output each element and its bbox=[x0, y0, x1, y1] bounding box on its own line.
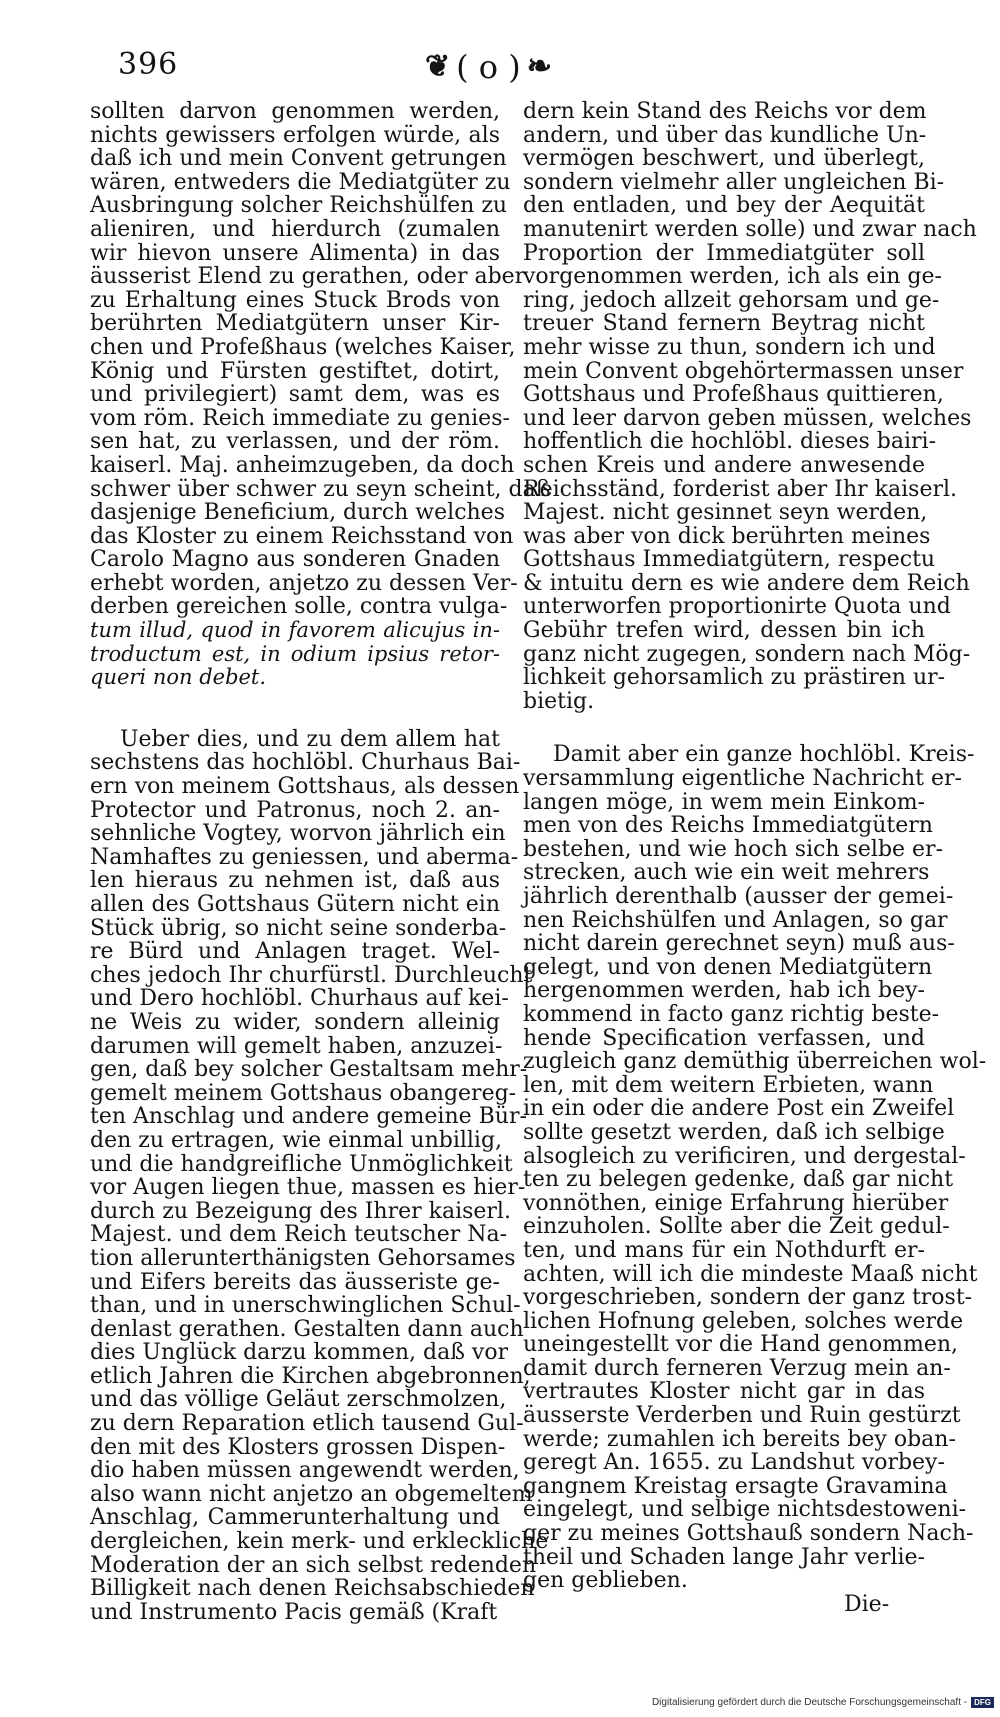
text-line: also wann nicht anjetzo an obgemeltem bbox=[90, 1481, 533, 1507]
text-line: alieniren, und hierdurch (zumalen bbox=[90, 216, 500, 242]
text-line: hende Specification verfassen, und bbox=[523, 1025, 925, 1051]
text-line: len, mit dem weitern Erbieten, wann bbox=[523, 1072, 934, 1098]
text-line: Ausbringung solcher Reichshülfen zu bbox=[90, 193, 508, 219]
text-line: kaiserl. Maj. anheimzugeben, da doch bbox=[90, 452, 515, 478]
footer-text: Digitalisierung gefördert durch die Deutsche Forschungsgemeinschaft - bbox=[651, 1697, 968, 1708]
text-line: andern, und über das kundliche Un- bbox=[523, 122, 927, 148]
text-line: in ein oder die andere Post ein Zweifel bbox=[523, 1096, 955, 1122]
text-line: damit durch ferneren Verzug mein an- bbox=[523, 1355, 951, 1381]
text-line: gen geblieben. bbox=[523, 1568, 688, 1594]
text-line: Anschlag, Cammerunterhaltung und bbox=[90, 1505, 500, 1531]
text-line: erhebt worden, anjetzo zu dessen Ver- bbox=[90, 570, 518, 596]
text-line: lichen Hofnung geleben, solches werde bbox=[523, 1308, 964, 1334]
text-line: ches jedoch Ihr churfürstl. Durchleucht bbox=[90, 962, 533, 988]
text-line: allen des Gottshaus Gütern nicht ein bbox=[90, 892, 500, 917]
text-line: Gottshaus Immediatgütern, respectu bbox=[523, 547, 936, 573]
text-line: Namhaftes zu geniessen, und aberma- bbox=[90, 844, 519, 870]
text-line: schen Kreis und andere anwesende bbox=[523, 452, 925, 478]
text-line: gen, daß bey solcher Gestaltsam mehr- bbox=[90, 1057, 528, 1083]
text-line: gelegt, und von denen Mediatgütern bbox=[523, 954, 933, 980]
text-line: schwer über schwer zu seyn scheint, daß bbox=[90, 476, 551, 502]
text-line: jährlich derenthalb (ausser der gemei- bbox=[523, 884, 954, 909]
text-line: und die handgreifliche Unmöglichkeit bbox=[90, 1151, 513, 1177]
ornament-text: ( o ) bbox=[456, 48, 521, 86]
text-line: vonnöthen, einige Erfahrung hierüber bbox=[523, 1190, 949, 1216]
text-line: mehr wisse zu thun, sondern ich und bbox=[523, 334, 936, 360]
text-line: treuer Stand fernern Beytrag nicht bbox=[523, 311, 925, 337]
text-line: daß ich und mein Convent getrungen bbox=[90, 146, 507, 172]
text-line: sollte gesetzt werden, daß ich selbige bbox=[523, 1119, 945, 1145]
text-line: wir hievon unsere Alimenta) in das bbox=[90, 240, 500, 266]
text-line: nen Reichshülfen und Anlagen, so gar bbox=[523, 907, 948, 933]
text-line: darumen will gemelt haben, anzuzei- bbox=[90, 1033, 503, 1059]
text-line: vermögen beschwert, und überlegt, bbox=[523, 146, 925, 172]
text-line: ten, und mans für ein Nothdurft er- bbox=[523, 1237, 925, 1263]
text-line: Majest. und dem Reich teutscher Na- bbox=[90, 1222, 508, 1248]
digitization-footer bbox=[652, 1697, 994, 1708]
header-ornament bbox=[425, 48, 552, 86]
right-paragraph-1 bbox=[523, 99, 977, 714]
text-line: und Dero hochlöbl. Churhaus auf kei- bbox=[90, 986, 509, 1012]
text-line: das Kloster zu einem Reichsstand von bbox=[90, 523, 514, 549]
text-line: Moderation der an sich selbst redenden bbox=[90, 1552, 537, 1578]
text-line: durch zu Bezeigung des Ihrer kaiserl. bbox=[90, 1198, 511, 1224]
text-line: berührten Mediatgütern unser Kir- bbox=[90, 311, 500, 337]
text-line: König und Fürsten gestiftet, dotirt, bbox=[90, 358, 500, 384]
text-line: uneingestellt vor die Hand genommen, bbox=[523, 1332, 959, 1358]
text-line: dio haben müssen angewendt werden, bbox=[90, 1458, 520, 1484]
text-line: vor Augen liegen thue, massen es hier- bbox=[90, 1175, 526, 1201]
text-line: sondern vielmehr aller ungleichen Bi- bbox=[523, 169, 945, 195]
text-line: langen möge, in wem mein Einkom- bbox=[523, 789, 925, 815]
text-line: queri non debet. bbox=[90, 665, 267, 690]
text-line: geregt An. 1655. zu Landshut vorbey- bbox=[523, 1450, 945, 1476]
text-line: re Bürd und Anlagen traget. Wel- bbox=[90, 939, 500, 965]
text-line: Majest. nicht gesinnet seyn werden, bbox=[523, 500, 928, 526]
text-line: vertrautes Kloster nicht gar in das bbox=[523, 1379, 925, 1405]
text-line: zu dern Reparation etlich tausend Gul- bbox=[90, 1411, 524, 1437]
text-line: troductum est, in odium ipsius retor- bbox=[90, 641, 500, 666]
text-line: Ueber dies, und zu dem allem hat bbox=[120, 726, 500, 752]
text-line: Billigkeit nach denen Reichsabschieden bbox=[90, 1576, 535, 1602]
text-line: strecken, auch wie ein weit mehrers bbox=[523, 860, 930, 886]
text-line: alsogleich zu verificiren, und dergestal- bbox=[523, 1143, 966, 1169]
text-line: kommend in facto ganz richtig beste- bbox=[523, 1001, 940, 1027]
text-line: ten Anschlag und andere gemeine Bür- bbox=[90, 1104, 527, 1130]
text-line: unterworfen proportionirte Quota und bbox=[523, 594, 951, 620]
text-line: ring, jedoch allzeit gehorsam und ge- bbox=[523, 287, 940, 313]
text-line: einzuholen. Sollte aber die Zeit gedul- bbox=[523, 1214, 950, 1240]
text-line: tum illud, quod in favorem alicujus in- bbox=[90, 618, 500, 643]
catchword: Die- bbox=[844, 1592, 890, 1617]
text-line: und Instrumento Pacis gemäß (Kraft bbox=[90, 1599, 498, 1625]
text-line: zu Erhaltung eines Stuck Brods von bbox=[90, 287, 500, 313]
text-line: und privilegiert) samt dem, was es bbox=[90, 382, 500, 408]
text-line: ganz nicht zugegen, sondern nach Mög- bbox=[523, 641, 971, 667]
text-line: tion allerunterthänigsten Gehorsames bbox=[90, 1245, 516, 1271]
right-fleuron-icon: ❧ bbox=[526, 49, 552, 84]
left-fleuron-icon: ❦ bbox=[425, 49, 451, 84]
text-line: zugleich ganz demüthig überreichen wol- bbox=[523, 1049, 987, 1075]
text-line: werde; zumahlen ich bereits bey oban- bbox=[523, 1426, 956, 1452]
text-line: dasjenige Beneficium, durch welches bbox=[90, 500, 505, 526]
text-line: eingelegt, und selbige nichtsdestoweni- bbox=[523, 1497, 967, 1523]
text-line: den mit des Klosters grossen Dispen- bbox=[90, 1434, 506, 1460]
text-line: bietig. bbox=[523, 688, 595, 714]
text-line: mein Convent obgehörtermassen unser bbox=[523, 358, 964, 384]
text-line: versammlung eigentliche Nachricht er- bbox=[523, 766, 962, 792]
text-line: äusserist Elend zu gerathen, oder aber bbox=[90, 264, 526, 290]
text-line: was aber von dick berührten meines bbox=[523, 523, 931, 549]
text-line: nicht darein gerechnet seyn) muß aus- bbox=[523, 931, 955, 957]
text-line: dern kein Stand des Reichs vor dem bbox=[523, 99, 927, 124]
text-line: bestehen, und wie hoch sich selbe er- bbox=[523, 836, 944, 862]
text-line: Protector und Patronus, noch 2. an- bbox=[90, 797, 500, 823]
text-line: chen und Profeßhaus (welches Kaiser, bbox=[90, 334, 516, 360]
text-line: Stück übrig, so nicht seine sonderba- bbox=[90, 915, 507, 941]
right-column bbox=[523, 99, 987, 1594]
text-line: wären, entweders die Mediatgüter zu bbox=[90, 169, 511, 195]
text-line: derben gereichen solle, contra vulga- bbox=[90, 594, 508, 620]
text-line: Gottshaus und Profeßhaus quittieren, bbox=[523, 382, 944, 408]
dfg-logo: DFG bbox=[971, 1697, 994, 1708]
right-paragraph-2 bbox=[523, 742, 987, 1594]
text-line: und Eifers bereits das äusseriste ge- bbox=[90, 1269, 500, 1295]
left-paragraph-2 bbox=[90, 726, 549, 1625]
text-line: theil und Schaden lange Jahr verlie- bbox=[523, 1544, 925, 1570]
text-line: men von des Reichs Immediatgütern bbox=[523, 813, 933, 839]
page-number: 396 bbox=[118, 47, 179, 82]
text-line: lichkeit gehorsamlich zu prästiren ur- bbox=[523, 665, 946, 691]
text-line: dies Unglück darzu kommen, daß vor bbox=[90, 1340, 509, 1366]
text-line: sen hat, zu verlassen, und der röm. bbox=[90, 429, 500, 455]
text-line: achten, will ich die mindeste Maaß nicht bbox=[523, 1261, 978, 1287]
left-paragraph-1 bbox=[90, 99, 551, 690]
text-line: vorgenommen werden, ich als ein ge- bbox=[523, 264, 942, 290]
text-line: ne Weis zu wider, sondern alleinig bbox=[90, 1009, 500, 1035]
text-line: vorgeschrieben, sondern der ganz trost- bbox=[523, 1285, 973, 1311]
text-line: äusserste Verderben und Ruin gestürzt bbox=[523, 1403, 961, 1429]
text-line: den zu ertragen, wie einmal unbillig, bbox=[90, 1127, 503, 1153]
text-line: denlast gerathen. Gestalten dann auch bbox=[90, 1316, 524, 1342]
text-line: Reichsständ, forderist aber Ihr kaiserl. bbox=[523, 476, 958, 502]
text-line: und das völlige Geläut zerschmolzen, bbox=[90, 1387, 507, 1413]
text-line: ern von meinem Gottshaus, als dessen bbox=[90, 774, 520, 800]
text-line: gangnem Kreistag ersagte Gravamina bbox=[523, 1473, 948, 1499]
text-line: Carolo Magno aus sonderen Gnaden bbox=[90, 547, 500, 573]
text-line: & intuitu dern es wie andere dem Reich bbox=[523, 570, 970, 596]
text-line: etlich Jahren die Kirchen abgebronnen, bbox=[90, 1363, 531, 1389]
text-line: den entladen, und bey der Aequität bbox=[523, 193, 925, 219]
text-line: vom röm. Reich immediate zu genies- bbox=[90, 405, 510, 431]
text-line: len hieraus zu nehmen ist, daß aus bbox=[90, 868, 500, 894]
text-line: und leer darvon geben müssen, welches bbox=[523, 405, 972, 431]
text-line: than, und in unerschwinglichen Schul- bbox=[90, 1293, 521, 1319]
text-line: hergenommen werden, hab ich bey- bbox=[523, 978, 925, 1004]
text-line: gemelt meinem Gottshaus obangereg- bbox=[90, 1080, 517, 1106]
text-line: Gebühr trefen wird, dessen bin ich bbox=[523, 618, 925, 644]
text-line: ten zu belegen gedenke, daß gar nicht bbox=[523, 1167, 954, 1193]
text-line: ger zu meines Gottshauß sondern Nach- bbox=[523, 1521, 974, 1547]
text-line: sehnliche Vogtey, worvon jährlich ein bbox=[90, 821, 506, 847]
text-line: dergleichen, kein merk- und erkleckliche bbox=[90, 1529, 549, 1555]
text-line: manutenirt werden solle) und zwar nach bbox=[523, 216, 977, 242]
text-line: Damit aber ein ganze hochlöbl. Kreis- bbox=[553, 742, 975, 768]
text-line: sechstens das hochlöbl. Churhaus Bai- bbox=[90, 750, 521, 776]
text-line: hoffentlich die hochlöbl. dieses bairi- bbox=[523, 429, 937, 455]
text-line: sollten darvon genommen werden, bbox=[90, 99, 500, 124]
left-column bbox=[90, 99, 551, 1625]
text-line: nichts gewissers erfolgen würde, als bbox=[90, 122, 500, 148]
text-line: Proportion der Immediatgüter soll bbox=[523, 240, 925, 266]
